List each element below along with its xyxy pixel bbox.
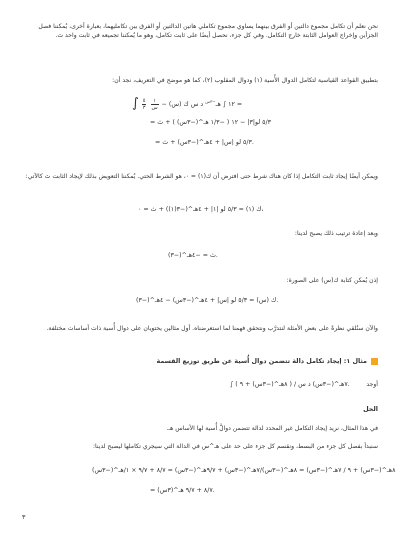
equation-5: ث = −٤هـ^(−٣).: [168, 252, 218, 259]
intro-paragraph: نحن نعلم أن تكامل مجموع دالتين أو الفرق بينهما يساوي مجموع تكاملي هاتين الدالتين أو الفرق بين تكامليهما، بعبارة أخرى، يُمكننا فصل الجزأين وإخراج العوامل الثابتة خارج التكامل. وفي كل جزء، نحصل أيضًا على ثابت تكامل، وهو ما يُمكننا تجميعه في ثابت واحد ث.: [38, 23, 378, 39]
equation-8: ٨هـ^(−٣س) + ٩ / ٧هـ^(−٣س) = ٨هـ^(−٣س)/٧هـ^(−٣س) + ٩/٧هـ^(−٣س) = ٨/٧ + ٩/٧ × ١/هـ^(−٣س): [92, 467, 396, 474]
eq1-dx: د س: [190, 101, 204, 109]
equation-1: ∫ $\frac{٥}{٣}$ $\frac{١}{\text{س}}$ − ١٢ ∫ هـ$^{-٣س}$ د س ك (س) =: [132, 96, 243, 112]
equation-3: = ٥/٣ لو |س| + ٤هـ^(−٣س) + ث.: [155, 139, 254, 146]
rearrange-paragraph: وبعد إعادة ترتيب ذلك يصبح لدينا:: [294, 230, 378, 237]
eq1-term: هـ: [215, 101, 221, 109]
applying-paragraph: بتطبيق القواعد القياسية لتكامل الدوال الأُسية (١) ودوال المقلوب (٢)، كما هو موضح في التعريف، نجد أن:: [112, 77, 378, 84]
example-marker-square: [371, 358, 378, 365]
page-number: ٣: [22, 513, 26, 521]
solution-paragraph-1: في هذا المثال، نريد إيجاد التكامل غير المحدد لدالة تتضمن دوالَّ أُسية لها الأساس هـ.: [166, 425, 378, 432]
fraction-five-thirds: $\frac{٥}{٣}$: [142, 97, 146, 111]
write-as-paragraph: إذن يُمكن كتابة ك(س) على الصورة:: [286, 277, 378, 284]
eq1-tail: − ١٢ ∫: [161, 101, 235, 109]
equation-6: ك (س) = ٥/٣ لو |س| + ٤هـ^(−٣س) − ٤هـ^(−٣).: [136, 297, 279, 304]
example-header: [156, 356, 378, 366]
integral-sign: ∫: [132, 96, 139, 112]
equation-7: ∫ ( ٨هـ^(−٣س) + ٩ ) / ٧هـ^(−٣س) د س.: [230, 381, 350, 388]
find-label: أوجد: [366, 381, 378, 388]
eq1-left: ك (س) =: [168, 101, 243, 109]
example-title: مثال ١: إيجاد تكامل دالة تتضمن دوال أُسية عن طريق توزيع القسمة: [156, 357, 367, 365]
next-paragraph: والآن سنُلقي نظرةً على بعض الأمثلة لنتدرَّب ونتحقق فهمنا لما استعرضناه. أول مثالين يحتويان على دوال أُسية ذات أساسات مختلفة.: [46, 325, 378, 332]
equation-4: ك (١) = ٥/٣ لو |١| + ٤هـ^(−٣(١)) + ث = ٠،: [138, 206, 264, 213]
equation-9: = ٨/٧ + ٩/٧ هـ^(٣س).: [150, 487, 215, 494]
equation-2: = ٥/٣ لو|٣| − ١٢ ( −١/٣ هـ^(−٣س) ) + ث: [150, 119, 272, 126]
solution-heading: الحل: [363, 405, 378, 413]
fraction-one-over-x: $\frac{١}{\text{س}}$: [151, 97, 158, 111]
constant-paragraph: ويمكن أيضًا إيجاد ثابت التكامل إذا كان هناك شرط حتى افترض أن ك(١) = ٠، هو الشرط الحتي. يُمكننا التعويض بذلك لإيجاد الثابت ث كالآتي:: [25, 173, 378, 180]
solution-paragraph-2: سنبدأ بفصل كل جزء من البسط، ونقسم كل جزء على حد على هـ^س في الدالة التي سيجري تكاملها ليصبح لدينا:: [93, 443, 378, 450]
